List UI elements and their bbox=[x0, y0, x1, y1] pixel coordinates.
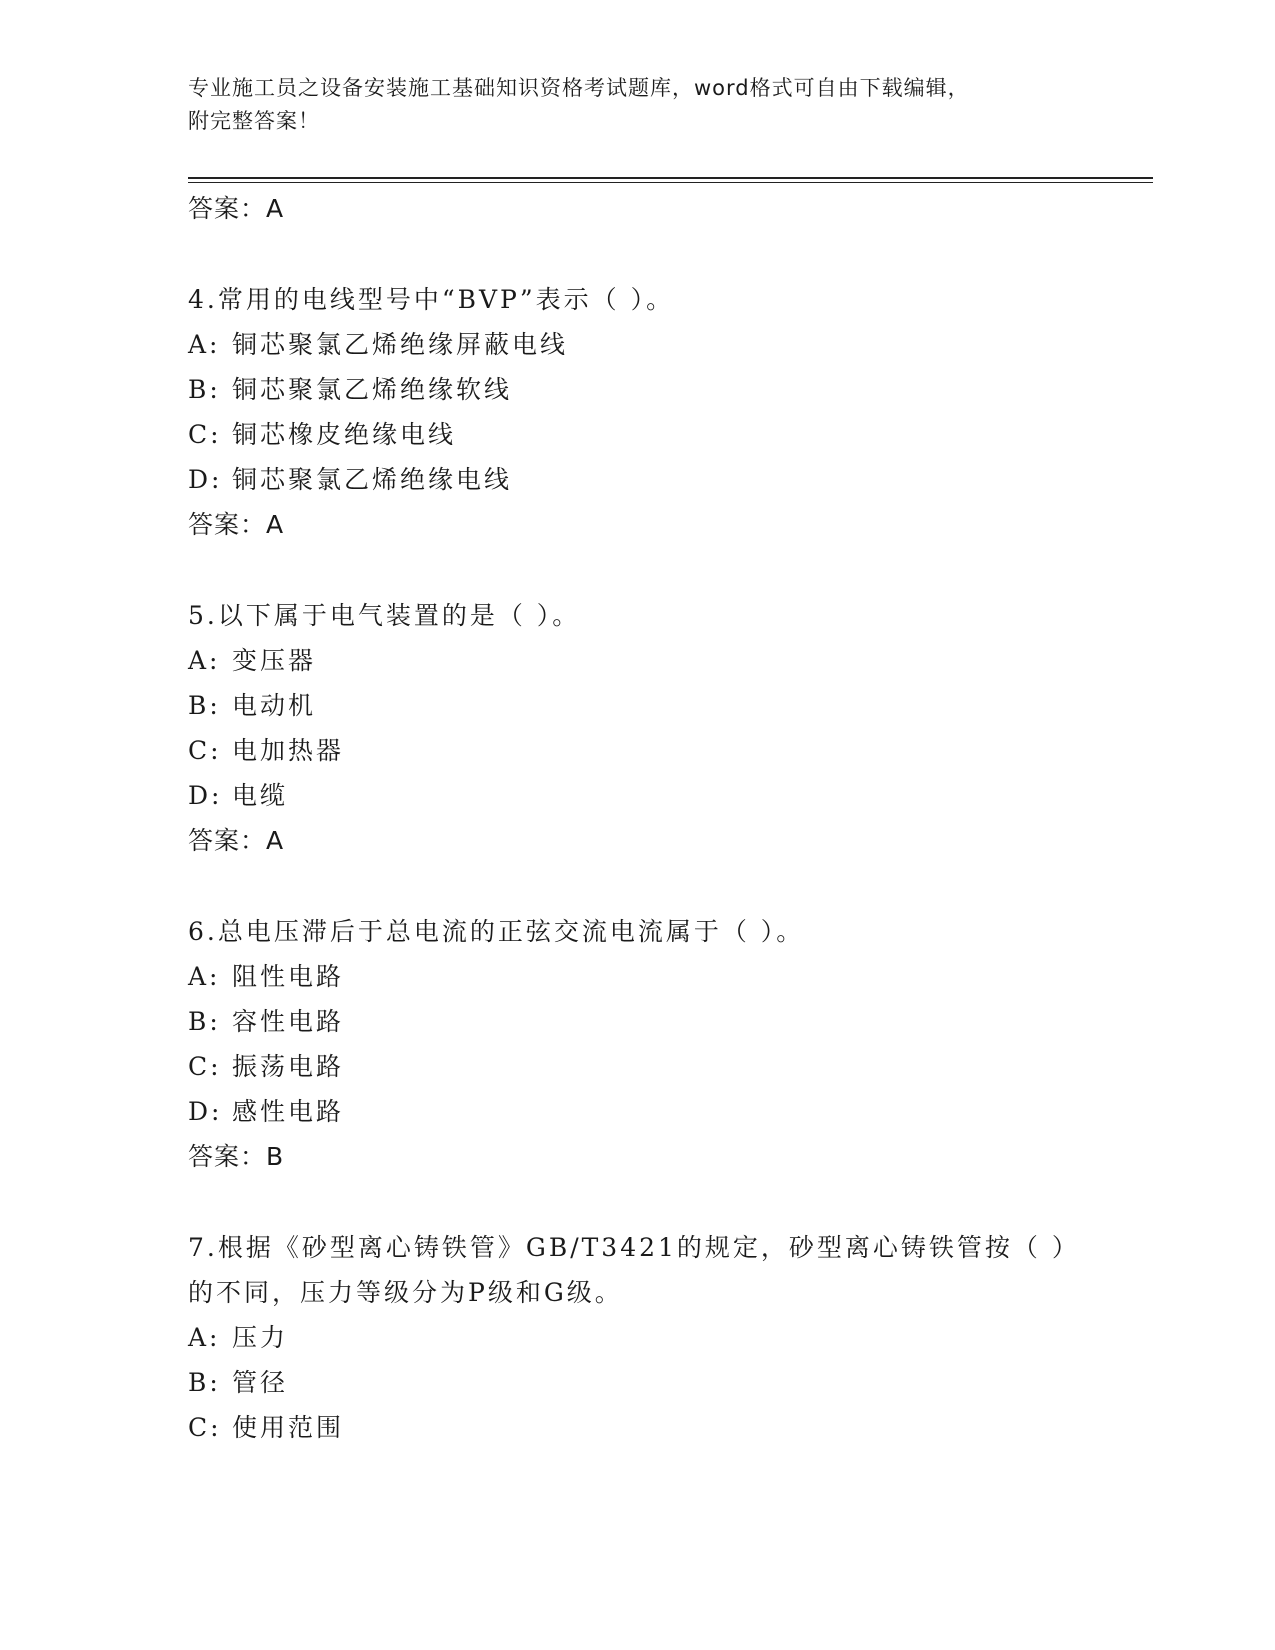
answer-line: 答案：A bbox=[188, 826, 285, 855]
option-b bbox=[188, 999, 1088, 1044]
option-text: 电加热器 bbox=[232, 736, 345, 765]
option-label: A: bbox=[188, 330, 221, 359]
option-c bbox=[188, 1044, 1088, 1089]
option-c bbox=[188, 412, 1088, 457]
option-d bbox=[188, 1089, 1088, 1134]
option-label: B: bbox=[188, 1368, 221, 1397]
option-b bbox=[188, 367, 1088, 412]
option-label: C: bbox=[188, 1052, 222, 1081]
option-c bbox=[188, 728, 1088, 773]
option-text: 感性电路 bbox=[232, 1097, 345, 1126]
option-a bbox=[188, 638, 1088, 683]
option-text: 使用范围 bbox=[232, 1413, 345, 1442]
option-label: A: bbox=[188, 646, 221, 675]
question-list bbox=[188, 186, 1088, 1450]
option-label: D: bbox=[188, 1097, 223, 1126]
question-stem-line-2: 的不同，压力等级分为P级和G级。 bbox=[188, 1278, 623, 1307]
header-divider-thick bbox=[188, 177, 1153, 179]
option-label: A: bbox=[188, 962, 221, 991]
option-label: C: bbox=[188, 1413, 222, 1442]
option-text: 电动机 bbox=[232, 691, 317, 720]
answer-line: 答案：A bbox=[188, 194, 285, 223]
option-label: D: bbox=[188, 781, 223, 810]
option-text: 管径 bbox=[232, 1368, 289, 1397]
question-6 bbox=[188, 909, 1088, 1180]
answer-line: 答案：B bbox=[188, 1142, 285, 1171]
option-b bbox=[188, 683, 1088, 728]
question-stem: 5.以下属于电气装置的是（ ）。 bbox=[188, 601, 581, 630]
option-b bbox=[188, 1360, 1088, 1405]
option-text: 铜芯橡皮绝缘电线 bbox=[232, 420, 457, 449]
question-5 bbox=[188, 593, 1088, 864]
question-stem-line-1: 7.根据《砂型离心铸铁管》GB/T3421的规定，砂型离心铸铁管按（ ） bbox=[188, 1233, 1080, 1262]
option-d bbox=[188, 457, 1088, 502]
question-stem: 4.常用的电线型号中“BVP”表示（ ）。 bbox=[188, 285, 675, 314]
document-header bbox=[188, 72, 1068, 138]
option-label: B: bbox=[188, 375, 221, 404]
answer-line: 答案：A bbox=[188, 510, 285, 539]
option-a bbox=[188, 1315, 1088, 1360]
option-text: 铜芯聚氯乙烯绝缘屏蔽电线 bbox=[232, 330, 569, 359]
option-a bbox=[188, 322, 1088, 367]
option-label: C: bbox=[188, 736, 222, 765]
option-text: 铜芯聚氯乙烯绝缘软线 bbox=[232, 375, 513, 404]
option-text: 振荡电路 bbox=[232, 1052, 345, 1081]
option-text: 阻性电路 bbox=[232, 962, 345, 991]
option-text: 铜芯聚氯乙烯绝缘电线 bbox=[232, 465, 513, 494]
option-label: B: bbox=[188, 691, 221, 720]
option-text: 电缆 bbox=[232, 781, 289, 810]
option-label: D: bbox=[188, 465, 223, 494]
question-4 bbox=[188, 277, 1088, 548]
option-label: A: bbox=[188, 1323, 221, 1352]
question-7 bbox=[188, 1225, 1088, 1450]
question-stem: 6.总电压滞后于总电流的正弦交流电流属于（ ）。 bbox=[188, 917, 805, 946]
option-text: 容性电路 bbox=[232, 1007, 345, 1036]
header-line-1: 专业施工员之设备安装施工基础知识资格考试题库，word格式可自由下载编辑， bbox=[188, 76, 970, 100]
option-text: 变压器 bbox=[232, 646, 317, 675]
option-text: 压力 bbox=[232, 1323, 289, 1352]
option-label: C: bbox=[188, 420, 222, 449]
option-c bbox=[188, 1405, 1088, 1450]
option-d bbox=[188, 773, 1088, 818]
option-a bbox=[188, 954, 1088, 999]
header-line-2: 附完整答案！ bbox=[188, 109, 320, 133]
header-divider-thin bbox=[188, 182, 1153, 183]
option-label: B: bbox=[188, 1007, 221, 1036]
